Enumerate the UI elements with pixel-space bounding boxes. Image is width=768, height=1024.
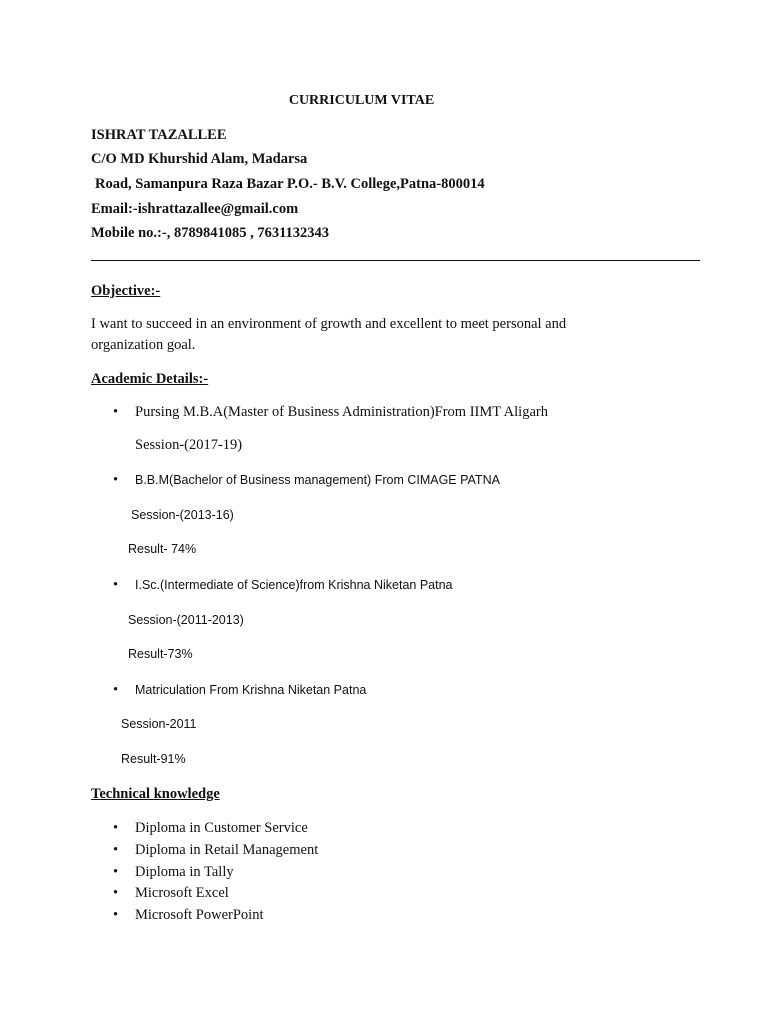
address-line-1: C/O MD Khurshid Alam, Madarsa xyxy=(91,151,308,167)
technical-item: Diploma in Retail Management xyxy=(135,842,319,858)
bullet-icon: • xyxy=(113,907,119,923)
address-line-2: Road, Samanpura Raza Bazar P.O.- B.V. College,Patna-800014 xyxy=(95,176,485,192)
academic-mba: Pursing M.B.A(Master of Business Administration)From IIMT Aligarh xyxy=(135,404,548,420)
academic-matric: Matriculation From Krishna Niketan Patna xyxy=(135,683,367,697)
academic-isc: I.Sc.(Intermediate of Science)from Krishna Niketan Patna xyxy=(135,578,453,592)
academic-mba-session: Session-(2017-19) xyxy=(135,437,243,453)
email: Email:-ishrattazallee@gmail.com xyxy=(91,201,299,217)
mobile: Mobile no.:-, 8789841085 , 7631132343 xyxy=(91,225,330,241)
academic-bbm: B.B.M(Bachelor of Business management) From CIMAGE PATNA xyxy=(135,473,500,487)
academic-matric-session: Session-2011 xyxy=(121,717,197,731)
bullet-icon: • xyxy=(113,404,119,420)
technical-heading: Technical knowledge xyxy=(91,786,220,802)
technical-item: Microsoft PowerPoint xyxy=(135,907,264,923)
academic-bbm-result: Result- 74% xyxy=(128,542,197,556)
academic-matric-result: Result-91% xyxy=(121,752,186,766)
candidate-name: ISHRAT TAZALLEE xyxy=(91,127,227,143)
academic-bbm-session: Session-(2013-16) xyxy=(131,508,234,522)
header-divider xyxy=(91,260,700,261)
bullet-icon: • xyxy=(113,472,119,488)
bullet-icon: • xyxy=(113,682,119,698)
academic-heading: Academic Details:- xyxy=(91,371,209,387)
bullet-icon: • xyxy=(113,864,119,880)
technical-item: Diploma in Customer Service xyxy=(135,820,308,836)
technical-item: Diploma in Tally xyxy=(135,864,234,880)
objective-text: I want to succeed in an environment of growth and excellent to meet personal and organization goal. xyxy=(91,316,567,353)
academic-isc-session: Session-(2011-2013) xyxy=(128,613,244,627)
bullet-icon: • xyxy=(113,842,119,858)
bullet-icon: • xyxy=(113,577,119,593)
bullet-icon: • xyxy=(113,820,119,836)
technical-item: Microsoft Excel xyxy=(135,885,229,901)
page-title: CURRICULUM VITAE xyxy=(288,93,435,108)
bullet-icon: • xyxy=(113,885,119,901)
academic-isc-result: Result-73% xyxy=(128,647,193,661)
objective-heading: Objective:- xyxy=(91,283,161,299)
